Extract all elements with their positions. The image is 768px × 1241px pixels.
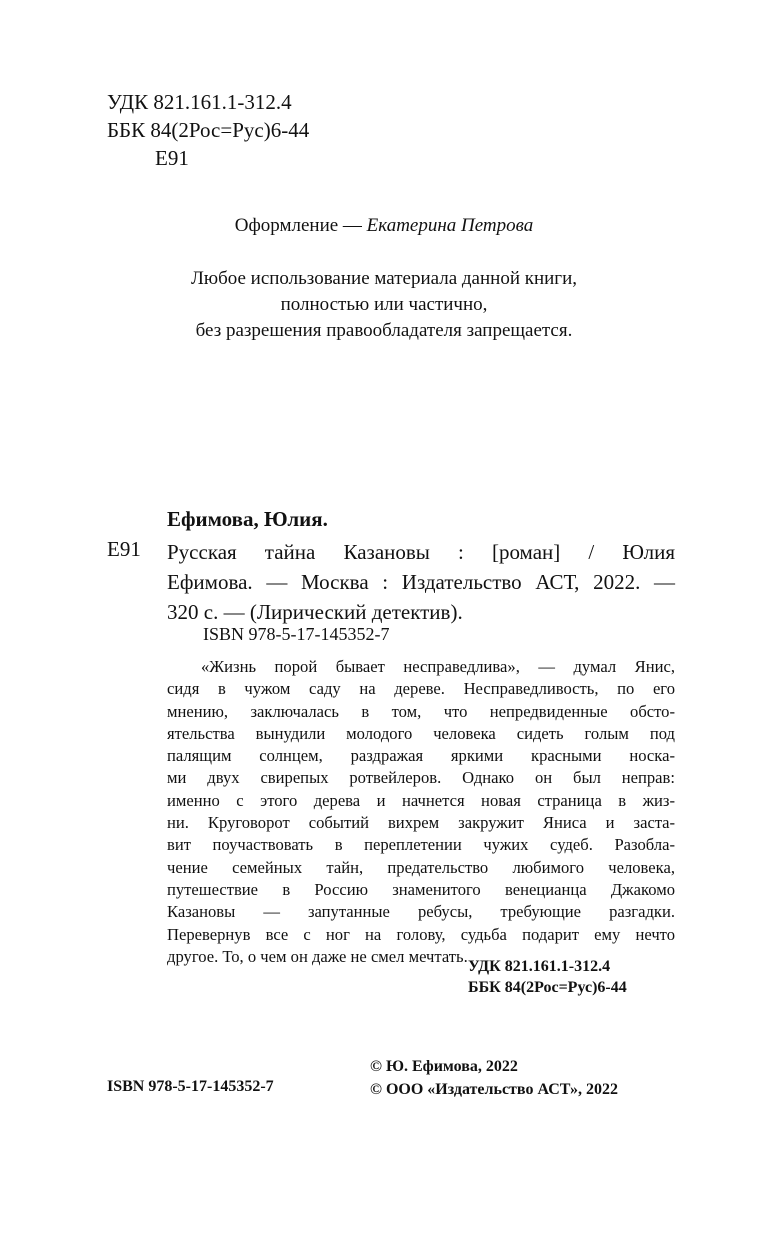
udk-code: УДК 821.161.1-312.4 (107, 90, 292, 114)
rights-notice (0, 266, 768, 344)
record-code: Е91 (107, 537, 141, 561)
annotation-line: ни. Круговорот событий вихрем закружит Яниса и застa- (167, 813, 675, 833)
author-mark: Е91 (155, 146, 189, 170)
annotation-line: ятельства вынудили молодого человека сидеть голым под (167, 723, 675, 743)
annotation-line: путешествие в Россию знаменитого венецианца Джакомо (167, 879, 675, 899)
annotation-line: чение семейных тайн, предательство любимого человека, (167, 857, 675, 877)
rights-line: Любое использование материала данной книги, (190, 268, 578, 289)
rights-line: без разрешения правообладателя запрещается. (195, 320, 573, 341)
copyright-publisher: © ООО «Издательство АСТ», 2022 (370, 1081, 619, 1098)
biblio-line: 320 с. — (Лирический детектив). (167, 600, 463, 624)
annotation-line: сидя в чужом саду на дереве. Несправедливость, по его (167, 679, 675, 699)
annotation-line: вит поучаствовать в переплетении чужих судеб. Разобла- (167, 835, 675, 855)
annotation (167, 656, 675, 968)
biblio-line: Русская тайна Казановы : [роман] / Юлия (167, 540, 675, 564)
annotation-line: другое. То, о чем он даже не смел мечтать. (167, 946, 468, 966)
bibliographic-description (167, 537, 675, 627)
annotation-line: ми двух свирепых ротвейлеров. Однако он был неправ: (167, 768, 675, 788)
bbk-code-bold: ББК 84(2Рос=Рус)6-44 (468, 979, 627, 996)
annotation-line: именно с этого дерева и начнется новая страница в жиз- (167, 790, 675, 810)
biblio-line: Ефимова. — Москва : Издательство АСТ, 2022. — (167, 570, 675, 594)
annotation-line: палящим солнцем, раздражая яркими красными носка- (167, 746, 675, 766)
record-author: Ефимова, Юлия. (167, 507, 328, 531)
classification-codes (107, 88, 309, 172)
annotation-line: Казановы — запутанные ребусы, требующие разгадки. (167, 902, 675, 922)
copyright-block (370, 1055, 618, 1101)
udk-code-bold: УДК 821.161.1-312.4 (468, 958, 611, 975)
classification-codes-bold (468, 956, 627, 998)
annotation-line: Перевернув все с ног на голову, судьба подарит ему нечто (167, 924, 675, 944)
bbk-code: ББК 84(2Рос=Рус)6-44 (107, 118, 310, 142)
designer-name: Екатерина Петрова (366, 215, 534, 236)
rights-line: полностью или частично, (280, 294, 488, 315)
isbn-bottom: ISBN 978-5-17-145352-7 (107, 1078, 274, 1095)
copyright-author: © Ю. Ефимова, 2022 (370, 1058, 518, 1075)
design-label: Оформление — (234, 215, 367, 236)
record-isbn: ISBN 978-5-17-145352-7 (203, 624, 390, 644)
design-credit (0, 215, 768, 237)
annotation-line: «Жизнь порой бывает несправедлива», — думал Янис, (201, 657, 675, 676)
annotation-line: мнению, заключалась в том, что непредвиденные обсто- (167, 701, 675, 721)
